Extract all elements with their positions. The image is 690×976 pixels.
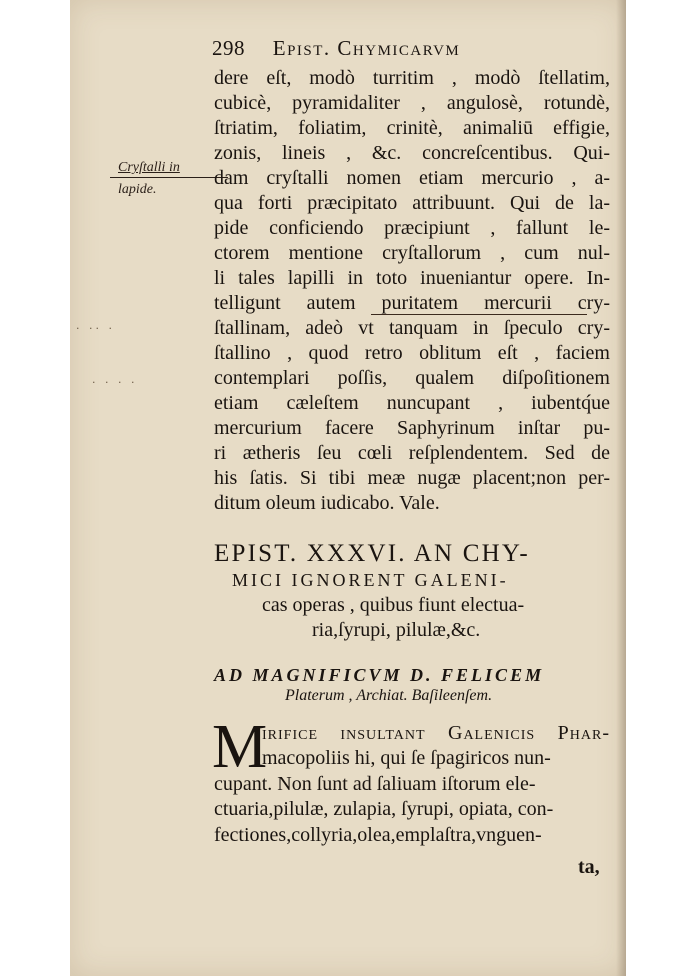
epistle-title-line3: cas operas , quibus fiunt electua- [262, 594, 525, 616]
body-line: zonis, lineis , &c. concreſcentibus. Qui- [214, 142, 610, 164]
page-header [212, 36, 460, 61]
epistle-title-line1: EPIST. XXXVI. AN CHY- [214, 540, 530, 567]
margin-mark-dots: · ·· · [76, 322, 115, 335]
epistle-title-line2: MICI IGNORENT GALENI- [232, 570, 509, 590]
epistle-title-line4: ria,ſyrupi, pilulæ,&c. [312, 619, 481, 641]
catchword: ta, [578, 856, 600, 878]
margin-note-line2: lapide. [118, 182, 157, 197]
body-line: dere eſt, modò turritim , modò ſtellatim, [214, 67, 610, 89]
body-line: ditum oleum iudicabo. Vale. [214, 492, 440, 514]
epistle-line5: fectiones,collyria,olea,emplaſtra,vnguen- [214, 824, 542, 846]
epistle-line4: ctuaria,pilulæ, zulapia, ſyrupi, opiata, con- [214, 798, 554, 820]
body-line: contemplari poſſis, qualem diſpoſitionem [214, 367, 610, 389]
body-line: li tales lapilli in toto inueniantur opere. In- [214, 267, 610, 289]
margin-note-line1: Cryſtalli in [118, 160, 180, 175]
running-title: Epist. Chymicarvm [272, 36, 461, 60]
body-line: ctorem mentione cryſtallorum , cum nul- [214, 242, 610, 264]
body-line: qua forti præcipitato attribuunt. Qui de la- [214, 192, 610, 214]
body-line: telligunt autem puritatem mercurii cry- [214, 292, 610, 314]
page-number: 298 [212, 36, 245, 60]
body-line: cubicè, pyramidaliter , angulosè, rotundè, [214, 92, 610, 114]
epistle-line2: macopoliis hi, qui ſe ſpagiricos nun- [262, 747, 551, 769]
body-text [214, 66, 610, 516]
epistle-line1-text: irifice inſultant Galenicis Phar- [262, 722, 610, 744]
body-line: ſtriatim, foliatim, crinitè, animaliū effigie, [214, 117, 610, 139]
body-line: ſtallino , quod retro oblitum eſt , faciem [214, 342, 610, 364]
address-line2: Platerum , Archiat. Baſileenſem. [285, 687, 493, 704]
address-line1: AD MAGNIFICVM D. FELICEM [214, 665, 545, 685]
body-line: dam cryſtalli nomen etiam mercurio , a- [214, 167, 610, 189]
handwritten-underline [371, 314, 587, 315]
dropcap-initial: M [212, 713, 268, 781]
body-line: pide conficiendo præcipiunt , fallunt le- [214, 217, 610, 239]
body-line: etiam cæleſtem nuncupant , iubentq́ue [214, 392, 610, 414]
body-line: mercurium facere Saphyrinum inſtar pu- [214, 417, 610, 439]
margin-note-rule [110, 177, 228, 178]
body-line: his ſatis. Si tibi meæ nugæ placent;non per- [214, 467, 610, 489]
epistle-line3: cupant. Non ſunt ad ſaliuam iſtorum ele- [214, 773, 536, 795]
body-line: ſtallinam, adeò vt tanquam in ſpeculo cry- [214, 317, 610, 339]
margin-mark-dots: · · · · [92, 376, 138, 389]
epistle-line1 [262, 721, 610, 746]
body-line: ri ætheris ſeu cœli reſplendentem. Sed de [214, 442, 610, 464]
